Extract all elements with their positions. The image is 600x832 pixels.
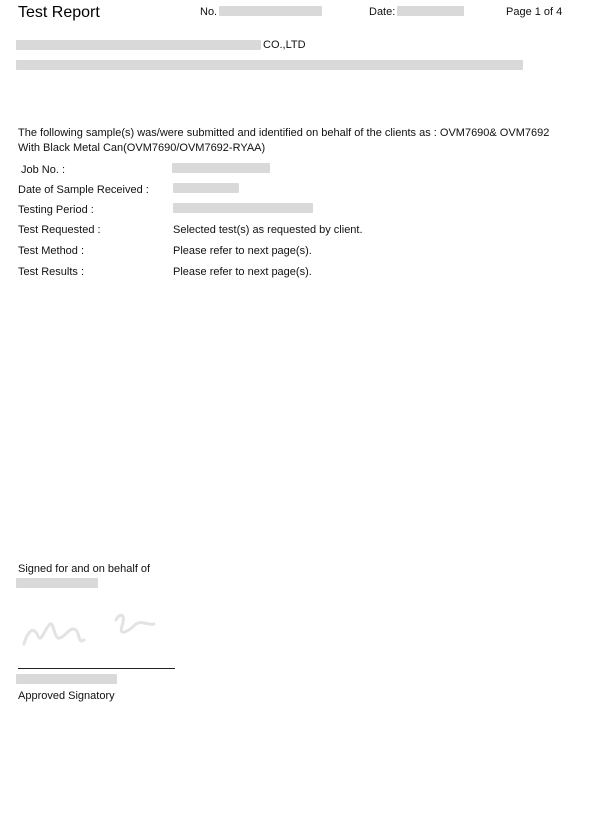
test-method-label: Test Method : [18, 245, 85, 257]
date-label: Date: [369, 6, 396, 18]
job-no-redacted [172, 163, 270, 173]
test-results-label: Test Results : [18, 266, 85, 278]
company-suffix: CO.,LTD [263, 39, 306, 51]
date-received-label: Date of Sample Received : [18, 184, 149, 196]
report-number-label: No. [200, 6, 218, 18]
signatory-name-redacted [16, 674, 117, 684]
page-number: Page 1 of 4 [506, 6, 563, 18]
intro-line-2: With Black Metal Can(OVM7690/OVM7692-RYAA) [18, 142, 266, 154]
signing-company-redacted [16, 578, 98, 588]
date-received-redacted [173, 183, 239, 193]
signature-line [18, 668, 175, 669]
approved-signatory-label: Approved Signatory [18, 690, 115, 702]
report-number-redacted [219, 6, 322, 16]
company-name-redacted [16, 40, 261, 50]
signature-mark [18, 600, 168, 660]
test-requested-label: Test Requested : [18, 224, 101, 236]
testing-period-redacted [173, 203, 313, 213]
signed-for-label: Signed for and on behalf of [18, 563, 151, 575]
intro-line-1: The following sample(s) was/were submitted and identified on behalf of the clients as : OVM7690& OVM7692 [18, 127, 550, 139]
report-title: Test Report [18, 4, 100, 21]
test-method-value: Please refer to next page(s). [173, 245, 312, 257]
test-results-value: Please refer to next page(s). [173, 266, 312, 278]
company-address-redacted [16, 60, 523, 70]
testing-period-label: Testing Period : [18, 204, 94, 216]
date-redacted [397, 6, 464, 16]
test-requested-value: Selected test(s) as requested by client. [173, 224, 363, 236]
job-no-label: Job No. : [21, 164, 66, 176]
